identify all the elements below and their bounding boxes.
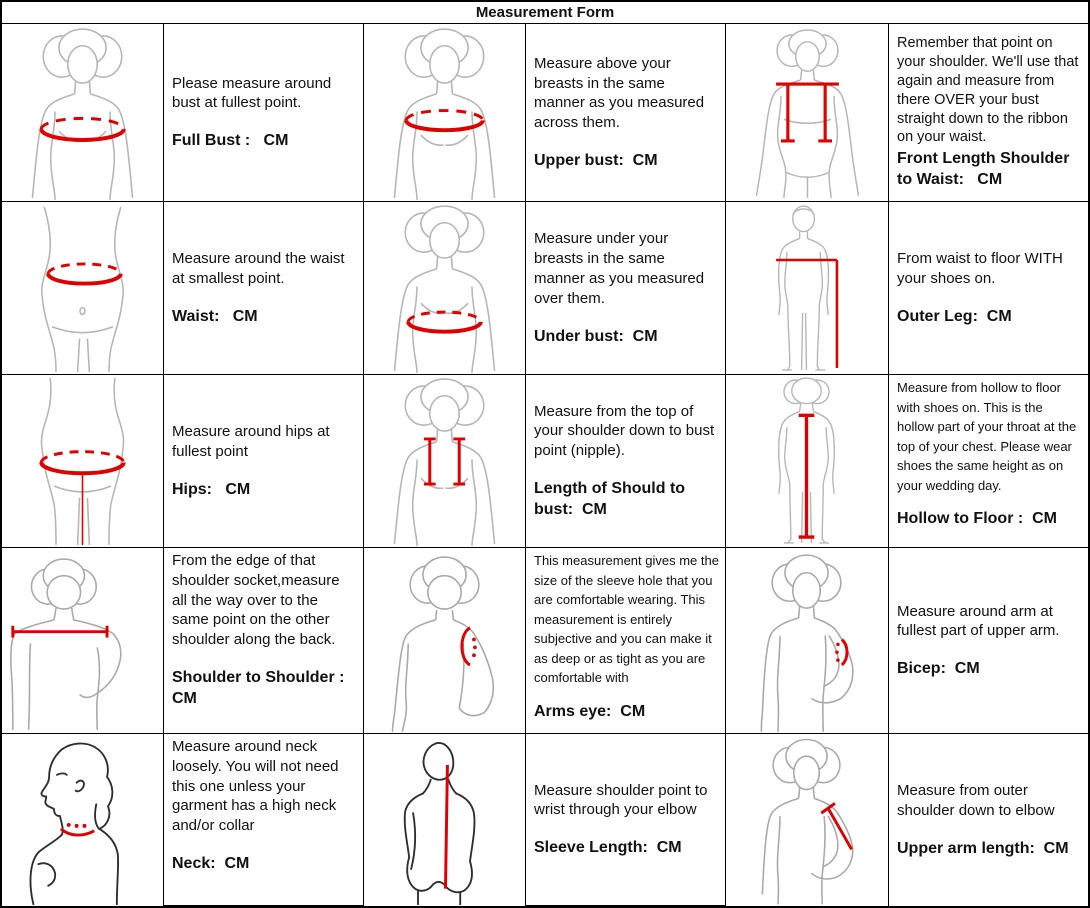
length-shoulder-to-bust-description: Measure from the top of your shoulder down to bust point (nipple). — [534, 402, 715, 460]
length-shoulder-to-bust-label: Length of Should to bust: CM — [534, 480, 690, 519]
hips-illustration — [3, 376, 162, 546]
hips-figure — [2, 375, 164, 548]
under-bust-illustration — [365, 203, 524, 373]
bicep-illustration — [727, 549, 887, 732]
waist-illustration — [3, 203, 162, 373]
bicep-figure — [726, 548, 889, 734]
front-length-description: Remember that point on your shoulder. We'll use that again and measure from there OVER your bust straight down to the ribbon on your waist. — [897, 35, 1079, 146]
full-bust-figure — [2, 24, 164, 202]
upper-arm-length-cell — [889, 734, 1088, 906]
arms-eye-description: This measurement gives me the size of the sleeve hole that you are comfortable wearing. This measurement is entirely subjective and you can make it as deep or as tight as you are comfortable with — [534, 553, 719, 685]
arms-eye-figure — [364, 548, 526, 734]
waist-figure — [2, 202, 164, 375]
front-length-cell — [889, 24, 1088, 202]
sleeve-length-label: Sleeve Length: CM — [534, 839, 682, 857]
page-title: Measurement Form — [2, 2, 1088, 24]
neck-description: Measure around neck loosely. You will not need this one unless your garment has a high neck and/or collar — [172, 738, 339, 835]
hollow-to-floor-description: Measure from hollow to floor with shoes on. This is the hollow part of your throat at the top of your chest. Please wear shoes the same height as on your wedding day. — [897, 380, 1077, 493]
full-bust-cell — [164, 24, 364, 202]
neck-profile-figure — [2, 734, 164, 906]
outer-leg-description: From waist to floor WITH your shoes on. — [897, 250, 1063, 287]
hollow-to-floor-cell — [889, 375, 1088, 548]
front-length-shoulder-to-waist-figure — [726, 24, 889, 202]
sleeve-length-figure — [364, 734, 526, 906]
hips-cell — [164, 375, 364, 548]
neck-profile-illustration — [3, 735, 162, 905]
upper-bust-label: Upper bust: CM — [534, 152, 658, 170]
full-bust-illustration — [3, 25, 162, 200]
shoulder-to-bust-figure — [364, 375, 526, 548]
neck-label: Neck: CM — [172, 854, 250, 872]
arms-eye-illustration — [365, 549, 524, 732]
upper-bust-figure — [364, 24, 526, 202]
under-bust-cell — [526, 202, 726, 375]
waist-cell — [164, 202, 364, 375]
neck-cell — [164, 734, 364, 906]
front-length-label: Front Length Shoulder to Waist: CM — [897, 150, 1074, 189]
outer-leg-cell — [889, 202, 1088, 375]
front-length-illustration — [727, 25, 887, 200]
shoulder-to-shoulder-figure — [2, 548, 164, 734]
upper-arm-length-label: Upper arm length: CM — [897, 839, 1069, 857]
bicep-description: Measure around arm at fullest part of upper arm. — [897, 602, 1060, 640]
upper-bust-illustration — [365, 25, 524, 200]
shoulder-to-shoulder-label: Shoulder to Shoulder : CM — [172, 668, 349, 708]
hips-description: Measure around hips at fullest point — [172, 423, 330, 460]
waist-label: Waist: CM — [172, 307, 258, 325]
hollow-to-floor-illustration — [727, 376, 887, 546]
hips-label: Hips: CM — [172, 480, 251, 498]
upper-bust-cell — [526, 24, 726, 202]
hollow-to-floor-figure — [726, 375, 889, 548]
full-bust-description: Please measure around bust at fullest point. — [172, 74, 332, 112]
under-bust-figure — [364, 202, 526, 375]
bicep-cell — [889, 548, 1088, 734]
outer-leg-figure — [726, 202, 889, 375]
shoulder-to-shoulder-illustration — [3, 549, 162, 732]
under-bust-label: Under bust: CM — [534, 327, 658, 345]
outer-leg-label: Outer Leg: CM — [897, 307, 1012, 325]
length-shoulder-to-bust-cell — [526, 375, 726, 548]
under-bust-description: Measure under your breasts in the same manner as you measured over them. — [534, 230, 705, 307]
hollow-to-floor-label: Hollow to Floor : CM — [897, 510, 1057, 527]
sleeve-length-description: Measure shoulder point to wrist through your elbow — [534, 781, 708, 819]
sleeve-length-cell — [526, 734, 726, 906]
upper-bust-description: Measure above your breasts in the same manner as you measured across them. — [534, 54, 705, 132]
sleeve-length-illustration — [365, 735, 524, 905]
shoulder-to-shoulder-description: From the edge of that shoulder socket,measure all the way over to the same point on the other shoulder along the back. — [172, 552, 340, 649]
outer-leg-illustration — [727, 203, 887, 373]
upper-arm-length-description: Measure from outer shoulder down to elbow — [897, 782, 1055, 819]
arms-eye-label: Arms eye: CM — [534, 702, 646, 720]
waist-description: Measure around the waist at smallest point. — [172, 250, 345, 287]
upper-arm-length-illustration — [727, 735, 887, 905]
full-bust-label: Full Bust : CM — [172, 132, 289, 150]
shoulder-to-bust-illustration — [365, 376, 524, 546]
bicep-label: Bicep: CM — [897, 660, 980, 678]
shoulder-to-shoulder-cell — [164, 548, 364, 734]
arms-eye-cell — [526, 548, 726, 734]
upper-arm-length-figure — [726, 734, 889, 906]
